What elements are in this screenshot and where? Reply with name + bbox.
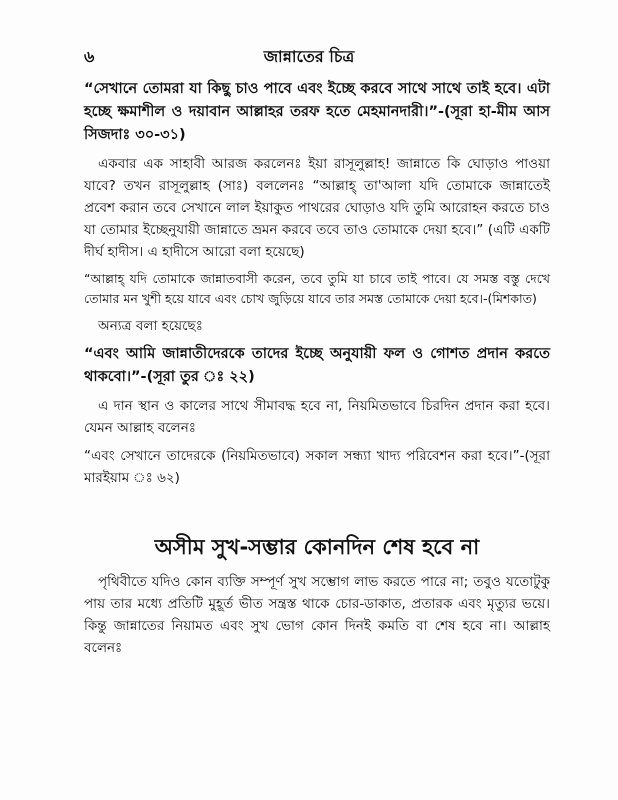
section-heading: অসীম সুখ-সম্ভার কোনদিন শেষ হবে না [154, 535, 480, 559]
running-title: জান্নাতের চিত্র [263, 47, 355, 66]
body-paragraph-horse-hadith: একবার এক সাহাবী আরজ করলেনঃ ইয়া রাসূলুল্লাহ! জান্নাতে কি ঘোড়াও পাওয়া যাবে? তখন রাসূলুল্লাহ (সাঃ) বললেনঃ “আল্লাহ্ তা'আলা যদি তোমাকে জান্নাতেই প্রবেশ করান তবে সেখানে লাল ইয়াকুত পাথরের ঘোড়াও যদি তুমি আরোহন করতে চাও যা তোমার ইচ্ছেনুযায়ী জান্নাতে ভ্রমন করবে তবে তাও তোমাকে দেয়া হবে।” (এটি একটি দীর্ঘ হাদীস। এ হাদীসে আরো বলা হয়েছে) [84, 156, 550, 260]
quote-paragraph-sura-tur: “এবং আমি জান্নাতীদেরকে তাদের ইচ্ছে অনুযায়ী ফল ও গোশত প্রদান করতে থাকবো।”-(সূরা তুর ঃ ২২) [84, 346, 550, 385]
page-number: ৬ [84, 47, 95, 66]
quote-paragraph-1: “সেখানে তোমরা যা কিছু চাও পাবে এবং ইচ্ছে করবে সাথে সাথে তাই হবে। এটা হচ্ছে ক্ষমাশীল ও দয়াবান আল্লাহর তরফ হতে মেহমানদারী।”-(সূরা হা-মীম আস সিজদাঃ ৩০-৩১) [84, 81, 550, 143]
body-paragraph-elsewhere: অন্যত্র বলা হয়েছেঃ [98, 318, 203, 334]
quote-paragraph-mishkat: “আল্লাহ্ যদি তোমাকে জান্নাতবাসী করেন, তবে তুমি যা চাবে তাই পাবে। যে সমস্ত বস্তু দেখে তোমার মন খুশী হয়ে যাবে এবং চোখ জুড়িয়ে যাবে তার সমস্ত তোমাকে দেয়া হবে।-(মিশকাত) [84, 271, 550, 306]
page-body [84, 78, 550, 665]
section-paragraph: পৃথিবীতে যদিও কোন ব্যক্তি সম্পূর্ণ সুখ সম্ভোগ লাভ করতে পারে না; তবুও যতোটুকু পায় তার মধ্যে প্রতিটি মুহূর্ত ভীত সন্ত্রস্ত থাকে চোর-ডাকাত, প্রতারক এবং মৃত্যুর ভয়ে। কিন্তু জান্নাতের নিয়ামত এবং সুখ ভোগ কোন দিনই কমতি বা শেষ হবে না। আল্লাহ বলেনঃ [84, 574, 550, 656]
body-paragraph-gift: এ দান স্থান ও কালের সাথে সীমাবদ্ধ হবে না, নিয়মিতভাবে চিরদিন প্রদান করা হবে। যেমন আল্লাহ বলেনঃ [84, 398, 550, 436]
quote-paragraph-sura-maryam: “এবং সেখানে তাদেরকে (নিয়মিতভাবে) সকাল সন্ধ্যা খাদ্য পরিবেশন করা হবে।”-(সূরা মারইয়াম ঃ ৬২) [84, 448, 550, 486]
